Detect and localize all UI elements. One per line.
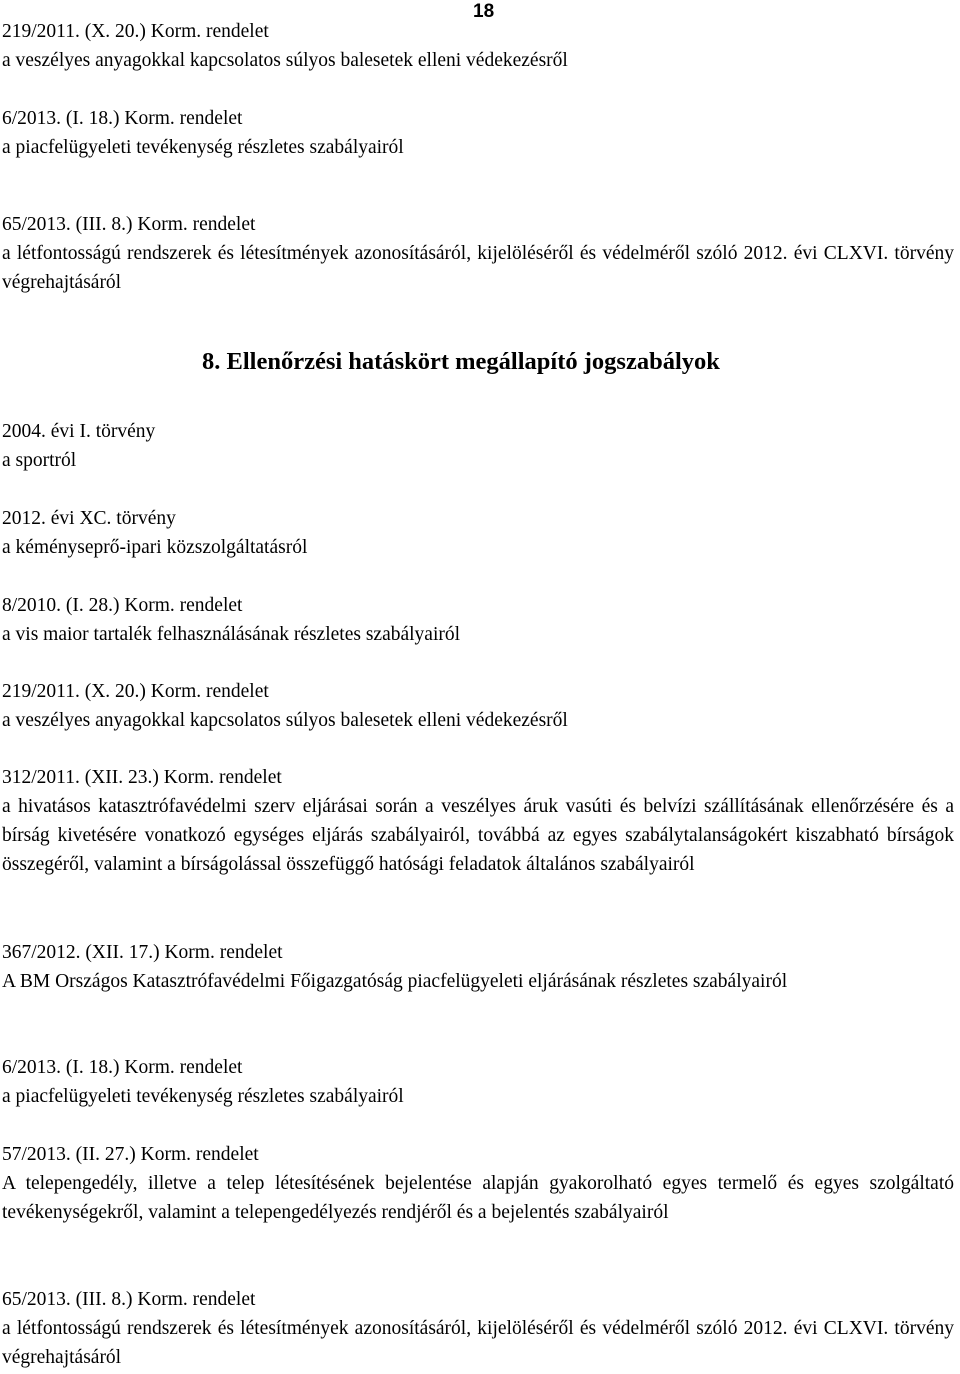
- regulation-reference: 219/2011. (X. 20.) Korm. rendelet: [2, 681, 269, 702]
- regulation-reference: 8/2010. (I. 28.) Korm. rendelet: [2, 595, 243, 616]
- regulation-title: a létfontosságú rendszerek és létesítmények azonosításáról, kijelöléséről és védelméről szóló 2012. évi CLXVI. törvény végrehajtásáról: [2, 243, 954, 293]
- regulation-title: a veszélyes anyagokkal kapcsolatos súlyos balesetek elleni védekezésről: [2, 710, 568, 731]
- regulation-reference: 2012. évi XC. törvény: [2, 508, 176, 529]
- page-number: 18: [473, 1, 495, 22]
- section-heading: 8. Ellenőrzési hatáskört megállapító jogszabályok: [202, 348, 720, 375]
- regulation-entry: [2, 17, 954, 75]
- regulation-title: a kéményseprő-ipari közszolgáltatásról: [2, 537, 308, 558]
- regulation-entry: [2, 1285, 954, 1372]
- regulation-reference: 219/2011. (X. 20.) Korm. rendelet: [2, 21, 269, 42]
- regulation-reference: 65/2013. (III. 8.) Korm. rendelet: [2, 214, 256, 235]
- regulation-entry: [2, 504, 954, 562]
- regulation-title: a piacfelügyeleti tevékenység részletes szabályairól: [2, 137, 404, 158]
- regulation-reference: 6/2013. (I. 18.) Korm. rendelet: [2, 108, 243, 129]
- regulation-reference: 6/2013. (I. 18.) Korm. rendelet: [2, 1057, 243, 1078]
- regulation-reference: 367/2012. (XII. 17.) Korm. rendelet: [2, 942, 283, 963]
- regulation-reference: 312/2011. (XII. 23.) Korm. rendelet: [2, 767, 282, 788]
- regulation-entry: [2, 677, 954, 735]
- regulation-reference: 65/2013. (III. 8.) Korm. rendelet: [2, 1289, 256, 1310]
- regulation-title: A telepengedély, illetve a telep létesítésének bejelentése alapján gyakorolható egyes termelő és egyes szolgáltató tevékenységekről, valamint a telepengedélyezés rendjéről és a bejelentés szabályairól: [2, 1173, 954, 1223]
- regulation-reference: 57/2013. (II. 27.) Korm. rendelet: [2, 1144, 259, 1165]
- regulation-entry: [2, 104, 954, 162]
- regulation-title: a piacfelügyeleti tevékenység részletes szabályairól: [2, 1086, 404, 1107]
- regulation-entry: [2, 1140, 954, 1227]
- regulation-title: a sportról: [2, 450, 77, 471]
- regulation-title: a hivatásos katasztrófavédelmi szerv eljárásai során a veszélyes áruk vasúti és belvízi szállításának ellenőrzésére és a bírság kivetésére vonatkozó egységes eljárás szabályairól, továbbá az egyes szabálytalanságokért kiszabható bírságok összegéről, valamint a bírságolással összefüggő hatósági feladatok általános szabályairól: [2, 796, 954, 875]
- regulation-title: a veszélyes anyagokkal kapcsolatos súlyos balesetek elleni védekezésről: [2, 50, 568, 71]
- regulation-reference: 2004. évi I. törvény: [2, 421, 156, 442]
- regulation-title: a létfontosságú rendszerek és létesítmények azonosításáról, kijelöléséről és védelméről szóló 2012. évi CLXVI. törvény végrehajtásáról: [2, 1318, 954, 1368]
- regulation-entry: [2, 591, 954, 649]
- regulation-entry: [2, 1053, 954, 1111]
- regulation-entry: [2, 210, 954, 297]
- regulation-entry: [2, 763, 954, 879]
- regulation-title: a vis maior tartalék felhasználásának részletes szabályairól: [2, 624, 461, 645]
- regulation-entry: [2, 417, 954, 475]
- regulation-entry: [2, 938, 954, 996]
- regulation-title: A BM Országos Katasztrófavédelmi Főigazgatóság piacfelügyeleti eljárásának részletes szabályairól: [2, 971, 788, 992]
